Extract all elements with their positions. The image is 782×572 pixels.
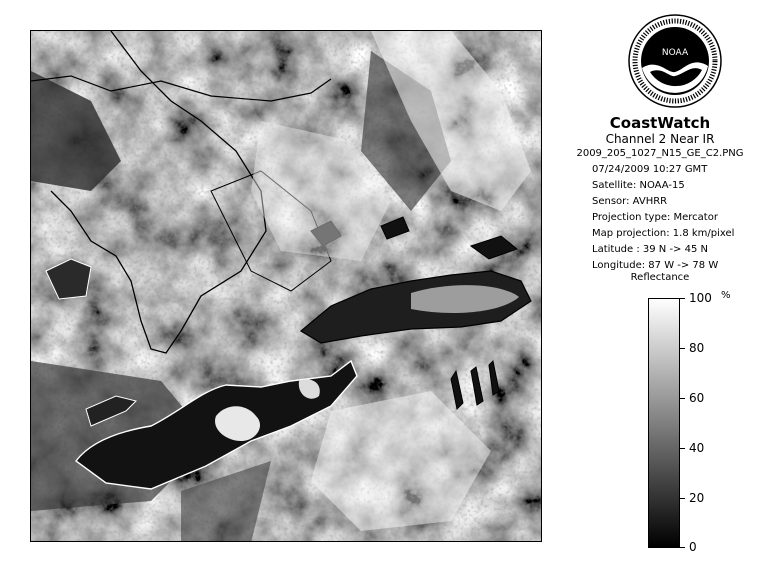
channel-label: Channel 2 Near IR bbox=[605, 132, 715, 146]
colorbar-tick-mark bbox=[680, 298, 685, 299]
noaa-logo bbox=[628, 14, 722, 108]
colorbar-tick-mark bbox=[680, 448, 685, 449]
satellite-label: Satellite: NOAA-15 bbox=[592, 180, 685, 191]
colorbar-tick-mark bbox=[680, 398, 685, 399]
colorbar-tick-mark bbox=[680, 498, 685, 499]
map-projection-label: Map projection: 1.8 km/pixel bbox=[592, 228, 735, 239]
datetime-label: 07/24/2009 10:27 GMT bbox=[592, 164, 708, 175]
colorbar-tick-mark bbox=[680, 547, 685, 548]
logo-text: NOAA bbox=[661, 48, 689, 58]
reflectance-colorbar bbox=[648, 298, 680, 548]
satellite-image bbox=[30, 30, 542, 542]
product-title: CoastWatch bbox=[609, 114, 711, 132]
map-canvas bbox=[31, 31, 542, 542]
longitude-label: Longitude: 87 W -> 78 W bbox=[592, 260, 719, 271]
colorbar-tick-label: 80 bbox=[689, 341, 705, 355]
colorbar-tick-label: 40 bbox=[689, 441, 705, 455]
projection-type-label: Projection type: Mercator bbox=[592, 212, 718, 223]
colorbar-tick-label: 0 bbox=[689, 540, 697, 554]
colorbar-tick-mark bbox=[680, 348, 685, 349]
sensor-label: Sensor: AVHRR bbox=[592, 196, 668, 207]
filename-label: 2009_205_1027_N15_GE_C2.PNG bbox=[576, 148, 744, 159]
colorbar-tick-label: 20 bbox=[689, 491, 705, 505]
colorbar-title: Reflectance bbox=[630, 272, 690, 283]
colorbar-tick-label: 100 bbox=[689, 291, 712, 305]
latitude-label: Latitude : 39 N -> 45 N bbox=[592, 244, 708, 255]
colorbar-tick-label: 60 bbox=[689, 391, 705, 405]
colorbar-unit: % bbox=[721, 290, 731, 301]
